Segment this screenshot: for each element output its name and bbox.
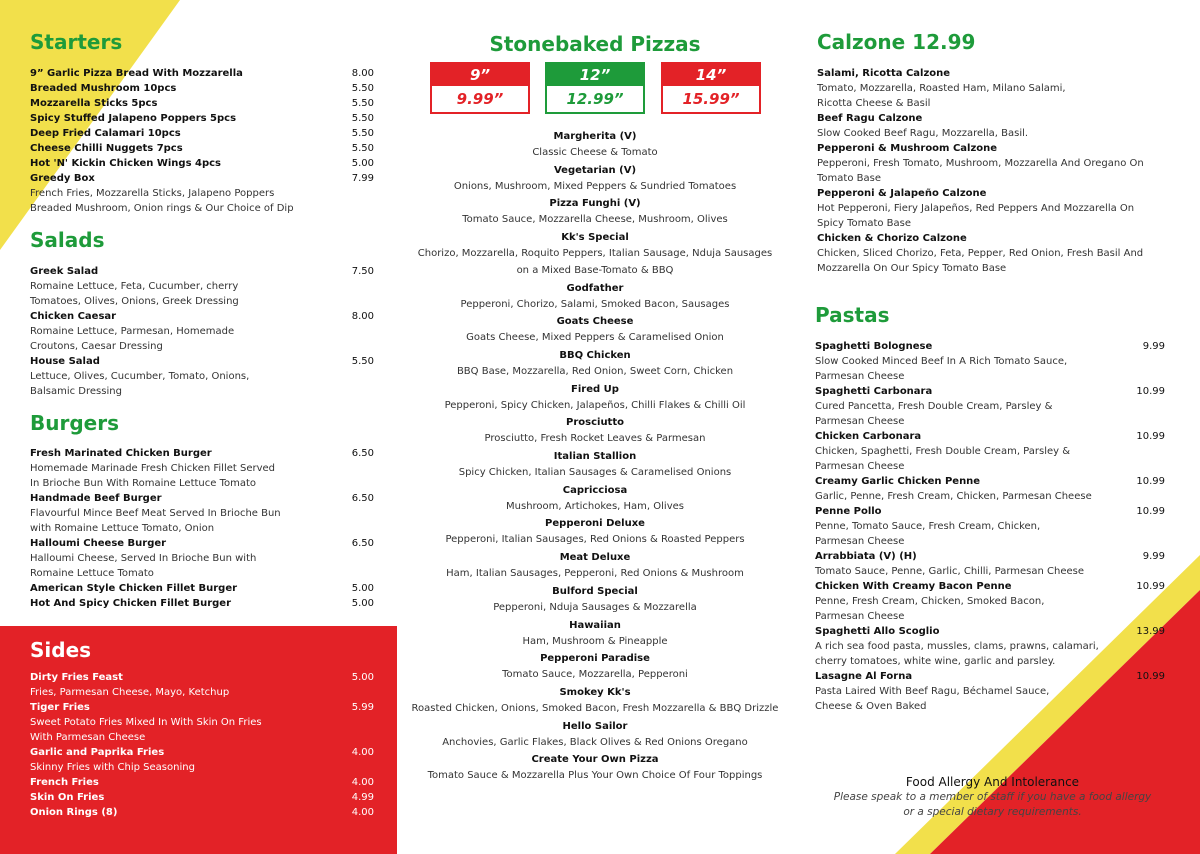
item-description: Pepperoni, Fresh Tomato, Mushroom, Mozzarella And Oregano On bbox=[817, 158, 1144, 169]
size-price-box bbox=[545, 62, 645, 114]
menu-item bbox=[30, 536, 374, 581]
item-price: 5.00 bbox=[351, 583, 374, 594]
item-price: 7.99 bbox=[351, 173, 374, 184]
size-price-box bbox=[661, 62, 761, 114]
item-name: Lasagne Al Forna bbox=[815, 671, 913, 682]
sides-list bbox=[30, 670, 374, 820]
pizza-description: Prosciutto, Fresh Rocket Leaves & Parmesan bbox=[484, 433, 706, 445]
pizza-name: Meat Deluxe bbox=[559, 552, 631, 564]
item-description: Parmesan Cheese bbox=[815, 416, 905, 427]
pizza-name: Vegetarian (V) bbox=[553, 164, 637, 176]
item-price: 5.50 bbox=[351, 143, 374, 154]
pizza-description: Anchovies, Garlic Flakes, Black Olives & Red Onions Oregano bbox=[442, 736, 748, 748]
item-price: 7.50 bbox=[351, 266, 374, 277]
pizza-description: Mushroom, Artichokes, Ham, Olives bbox=[506, 500, 684, 512]
pizza-name: Create Your Own Pizza bbox=[531, 754, 659, 766]
item-price: 10.99 bbox=[1136, 476, 1165, 487]
pizza-name: Kk's Special bbox=[561, 232, 629, 244]
menu-item bbox=[815, 579, 1165, 624]
menu-item bbox=[817, 186, 1157, 231]
size-price-box bbox=[430, 62, 530, 114]
menu-item bbox=[817, 231, 1157, 276]
item-name: Chicken Carbonara bbox=[815, 431, 922, 442]
item-description: Tomato Base bbox=[817, 173, 881, 184]
item-price: 4.00 bbox=[351, 777, 374, 788]
pizza-name: Pepperoni Paradise bbox=[540, 653, 650, 665]
item-price: 4.99 bbox=[351, 792, 374, 803]
allergy-title: Food Allergy And Intolerance bbox=[905, 775, 1080, 789]
pizza-description: Spicy Chicken, Italian Sausages & Caramelised Onions bbox=[458, 467, 732, 479]
menu-item bbox=[30, 581, 374, 596]
pizza-description: Roasted Chicken, Onions, Smoked Bacon, Fresh Mozzarella & BBQ Drizzle bbox=[411, 702, 779, 714]
menu-item bbox=[817, 66, 1157, 111]
item-description: with Romaine Lettuce Tomato, Onion bbox=[30, 523, 215, 534]
menu-item bbox=[30, 745, 374, 775]
item-description: With Parmesan Cheese bbox=[30, 732, 146, 743]
pizza-description: Classic Cheese & Tomato bbox=[532, 147, 658, 158]
item-price: 8.00 bbox=[351, 311, 374, 322]
menu-item bbox=[30, 491, 374, 536]
allergy-line-1: Please speak to a member of staff if you have a food allergy bbox=[833, 791, 1152, 803]
item-name: French Fries bbox=[30, 777, 99, 788]
pizza-description: Ham, Mushroom & Pineapple bbox=[522, 635, 668, 647]
pizza-name: BBQ Chicken bbox=[559, 349, 631, 361]
menu-item bbox=[30, 309, 374, 354]
item-name: Spaghetti Bolognese bbox=[815, 341, 933, 352]
item-name: Chicken & Chorizo Calzone bbox=[817, 233, 967, 244]
menu-item bbox=[30, 354, 374, 399]
pizza-description: Pepperoni, Italian Sausages, Red Onions & Roasted Peppers bbox=[445, 534, 745, 546]
item-description: Chicken, Sliced Chorizo, Feta, Pepper, Red Onion, Fresh Basil And bbox=[817, 248, 1144, 259]
item-description: In Brioche Bun With Romaine Lettuce Tomato bbox=[30, 478, 257, 489]
calzone-list bbox=[817, 66, 1157, 276]
pizza-description: Pepperoni, Spicy Chicken, Jalapeños, Chilli Flakes & Chilli Oil bbox=[444, 399, 746, 411]
item-description: Garlic, Penne, Fresh Cream, Chicken, Parmesan Cheese bbox=[815, 491, 1092, 502]
size-price: 12.99” bbox=[547, 86, 643, 112]
menu-item bbox=[30, 700, 374, 745]
item-description: Breaded Mushroom, Onion rings & Our Choice of Dip bbox=[30, 203, 294, 214]
item-description: Tomatoes, Olives, Onions, Greek Dressing bbox=[30, 296, 239, 307]
item-description: Balsamic Dressing bbox=[30, 386, 122, 397]
item-name: Spaghetti Allo Scoglio bbox=[815, 626, 940, 637]
menu-item bbox=[815, 549, 1165, 579]
item-description: Parmesan Cheese bbox=[815, 461, 905, 472]
pizza-name: Pepperoni Deluxe bbox=[545, 518, 645, 530]
item-description: Parmesan Cheese bbox=[815, 371, 905, 382]
menu-item bbox=[815, 474, 1165, 504]
menu-item bbox=[815, 504, 1165, 549]
item-description: Romaine Lettuce Tomato bbox=[30, 568, 154, 579]
item-description: Tomato, Mozzarella, Roasted Ham, Milano Salami, bbox=[817, 83, 1066, 94]
salads-list bbox=[30, 264, 374, 399]
pizza-name: Italian Stallion bbox=[553, 451, 637, 463]
pastas-list bbox=[815, 339, 1165, 714]
item-name: Hot 'N' Kickin Chicken Wings 4pcs bbox=[30, 158, 222, 169]
item-price: 6.50 bbox=[351, 538, 374, 549]
item-name: Pepperoni & Mushroom Calzone bbox=[817, 143, 998, 154]
menu-item bbox=[30, 790, 374, 805]
item-name: Onion Rings (8) bbox=[30, 807, 118, 818]
item-name: Skin On Fries bbox=[30, 792, 105, 803]
starters-list bbox=[30, 66, 374, 216]
allergy-line-2: or a special dietary requirements. bbox=[903, 806, 1082, 818]
size-price: 15.99” bbox=[663, 86, 759, 112]
menu-item bbox=[30, 446, 374, 491]
item-price: 5.50 bbox=[351, 83, 374, 94]
pizza-description: Pepperoni, Chorizo, Salami, Smoked Bacon, Sausages bbox=[460, 298, 730, 310]
item-price: 6.50 bbox=[351, 448, 374, 459]
item-price: 10.99 bbox=[1136, 581, 1165, 592]
menu-item bbox=[815, 339, 1165, 384]
pizza-description: BBQ Base, Mozzarella, Red Onion, Sweet Corn, Chicken bbox=[456, 365, 734, 377]
item-price: 10.99 bbox=[1136, 386, 1165, 397]
item-description: Homemade Marinade Fresh Chicken Fillet Served bbox=[30, 463, 276, 474]
item-name: 9” Garlic Pizza Bread With Mozzarella bbox=[30, 68, 243, 79]
burgers-title: Burgers bbox=[30, 411, 119, 435]
item-description: Flavourful Mince Beef Meat Served In Brioche Bun bbox=[30, 508, 281, 519]
item-name: Beef Ragu Calzone bbox=[817, 113, 923, 124]
item-price: 5.50 bbox=[351, 356, 374, 367]
pizza-description: Tomato Sauce & Mozzarella Plus Your Own Choice Of Four Toppings bbox=[427, 770, 763, 782]
item-description: cherry tomatoes, white wine, garlic and parsley. bbox=[815, 656, 1056, 667]
item-description: Parmesan Cheese bbox=[815, 611, 905, 622]
item-name: Spaghetti Carbonara bbox=[815, 386, 933, 397]
item-name: Pepperoni & Jalapeño Calzone bbox=[817, 188, 987, 199]
item-name: Deep Fried Calamari 10pcs bbox=[30, 128, 181, 139]
pizza-name: Margherita (V) bbox=[553, 131, 637, 142]
pizza-description: Tomato Sauce, Mozzarella Cheese, Mushroom, Olives bbox=[462, 214, 728, 226]
item-description: Romaine Lettuce, Feta, Cucumber, cherry bbox=[30, 281, 239, 292]
item-description: Cheese & Oven Baked bbox=[815, 701, 927, 712]
item-description: Sweet Potato Fries Mixed In With Skin On Fries bbox=[30, 717, 262, 728]
menu-item bbox=[30, 111, 374, 126]
item-price: 13.99 bbox=[1136, 626, 1165, 637]
pizza-list bbox=[405, 128, 785, 785]
menu-item bbox=[815, 429, 1165, 474]
item-description: Romaine Lettuce, Parmesan, Homemade bbox=[30, 326, 235, 337]
pastas-title: Pastas bbox=[815, 303, 890, 327]
pizza-description: Pepperoni, Nduja Sausages & Mozzarella bbox=[493, 601, 697, 613]
calzone-title: Calzone 12.99 bbox=[817, 30, 976, 54]
item-name: Fresh Marinated Chicken Burger bbox=[30, 448, 212, 459]
item-description: Pasta Laired With Beef Ragu, Béchamel Sauce, bbox=[815, 686, 1050, 697]
pizza-description: Onions, Mushroom, Mixed Peppers & Sundried Tomatoes bbox=[453, 180, 737, 192]
menu-item bbox=[30, 670, 374, 700]
item-name: Arrabbiata (V) (H) bbox=[815, 551, 917, 562]
item-name: Creamy Garlic Chicken Penne bbox=[815, 476, 981, 487]
item-description: Fries, Parmesan Cheese, Mayo, Ketchup bbox=[30, 687, 230, 698]
item-description: Lettuce, Olives, Cucumber, Tomato, Onions, bbox=[30, 371, 250, 382]
item-name: Salami, Ricotta Calzone bbox=[817, 68, 951, 79]
item-name: Handmade Beef Burger bbox=[30, 493, 162, 504]
item-price: 5.50 bbox=[351, 98, 374, 109]
item-description: Ricotta Cheese & Basil bbox=[817, 98, 931, 109]
item-name: Cheese Chilli Nuggets 7pcs bbox=[30, 143, 183, 154]
item-name: Tiger Fries bbox=[30, 702, 90, 713]
menu-item bbox=[815, 384, 1165, 429]
size-label: 14” bbox=[663, 64, 759, 86]
pizza-description: Ham, Italian Sausages, Pepperoni, Red Onions & Mushroom bbox=[446, 568, 744, 580]
pizza-name: Goats Cheese bbox=[556, 316, 634, 328]
item-price: 4.00 bbox=[351, 747, 374, 758]
item-description: Chicken, Spaghetti, Fresh Double Cream, Parsley & bbox=[815, 446, 1071, 457]
size-label: 12” bbox=[547, 64, 643, 86]
menu-item bbox=[30, 96, 374, 111]
item-name: House Salad bbox=[30, 356, 100, 367]
pizza-name: Smokey Kk's bbox=[559, 686, 631, 698]
item-price: 10.99 bbox=[1136, 671, 1165, 682]
pizza-description: Chorizo, Mozzarella, Roquito Peppers, Italian Sausage, Nduja Sausages bbox=[417, 248, 773, 260]
item-description: Tomato Sauce, Penne, Garlic, Chilli, Parmesan Cheese bbox=[815, 566, 1085, 577]
item-name: Greek Salad bbox=[30, 266, 99, 277]
menu-item bbox=[30, 156, 374, 171]
pizza-description: Goats Cheese, Mixed Peppers & Caramelised Onion bbox=[466, 332, 724, 344]
item-price: 10.99 bbox=[1136, 506, 1165, 517]
menu-item bbox=[30, 141, 374, 156]
pizza-name: Fired Up bbox=[571, 383, 619, 395]
item-name: Chicken Caesar bbox=[30, 311, 117, 322]
menu-item bbox=[30, 126, 374, 141]
item-description: Skinny Fries with Chip Seasoning bbox=[30, 762, 195, 773]
item-name: Chicken With Creamy Bacon Penne bbox=[815, 581, 1012, 592]
item-description: Hot Pepperoni, Fiery Jalapeños, Red Peppers And Mozzarella On bbox=[817, 203, 1135, 214]
menu-item bbox=[30, 264, 374, 309]
menu-item bbox=[30, 81, 374, 96]
item-name: Breaded Mushroom 10pcs bbox=[30, 83, 177, 94]
item-price: 5.00 bbox=[351, 598, 374, 609]
item-price: 5.00 bbox=[351, 672, 374, 683]
item-description: Spicy Tomato Base bbox=[817, 218, 912, 229]
item-price: 4.00 bbox=[351, 807, 374, 818]
item-price: 6.50 bbox=[351, 493, 374, 504]
allergy-notice bbox=[815, 774, 1170, 820]
item-price: 8.00 bbox=[351, 68, 374, 79]
pizza-name: Godfather bbox=[566, 282, 624, 294]
item-name: Penne Pollo bbox=[815, 506, 882, 517]
pizza-name: Capricciosa bbox=[562, 484, 628, 496]
item-name: Mozzarella Sticks 5pcs bbox=[30, 98, 158, 109]
pizza-name: Bulford Special bbox=[552, 585, 638, 597]
item-description: Mozzarella On Our Spicy Tomato Base bbox=[817, 263, 1007, 274]
item-description: French Fries, Mozzarella Sticks, Jalapeno Poppers bbox=[30, 188, 275, 199]
item-price: 10.99 bbox=[1136, 431, 1165, 442]
size-price: 9.99” bbox=[432, 86, 528, 112]
pizza-name: Pizza Funghi (V) bbox=[549, 198, 641, 210]
size-label: 9” bbox=[432, 64, 528, 86]
item-description: Penne, Fresh Cream, Chicken, Smoked Bacon, bbox=[815, 596, 1045, 607]
item-description: Cured Pancetta, Fresh Double Cream, Parsley & bbox=[815, 401, 1053, 412]
menu-item bbox=[30, 805, 374, 820]
item-name: Halloumi Cheese Burger bbox=[30, 538, 167, 549]
item-name: Hot And Spicy Chicken Fillet Burger bbox=[30, 598, 231, 609]
item-name: Spicy Stuffed Jalapeno Poppers 5pcs bbox=[30, 113, 237, 124]
menu-item bbox=[817, 111, 1157, 141]
item-price: 9.99 bbox=[1142, 551, 1165, 562]
pizza-description: on a Mixed Base-Tomato & BBQ bbox=[516, 264, 674, 276]
item-description: Penne, Tomato Sauce, Fresh Cream, Chicken, bbox=[815, 521, 1041, 532]
item-description: A rich sea food pasta, mussles, clams, prawns, calamari, bbox=[815, 641, 1099, 652]
pizza-name: Hello Sailor bbox=[562, 720, 628, 732]
pizza-description: Tomato Sauce, Mozzarella, Pepperoni bbox=[502, 669, 688, 681]
starters-title: Starters bbox=[30, 30, 123, 54]
menu-item bbox=[815, 669, 1165, 714]
item-description: Slow Cooked Beef Ragu, Mozzarella, Basil. bbox=[817, 128, 1029, 139]
item-description: Parmesan Cheese bbox=[815, 536, 905, 547]
pizzas-title: Stonebaked Pizzas bbox=[489, 32, 701, 56]
item-name: Dirty Fries Feast bbox=[30, 672, 123, 683]
menu-item bbox=[815, 624, 1165, 669]
pizza-name: Hawaiian bbox=[569, 619, 621, 631]
menu-item bbox=[30, 775, 374, 790]
item-price: 9.99 bbox=[1142, 341, 1165, 352]
item-description: Slow Cooked Minced Beef In A Rich Tomato Sauce, bbox=[815, 356, 1068, 367]
item-description: Croutons, Caesar Dressing bbox=[30, 341, 163, 352]
sides-title: Sides bbox=[30, 638, 92, 662]
item-price: 5.00 bbox=[351, 158, 374, 169]
item-description: Halloumi Cheese, Served In Brioche Bun with bbox=[30, 553, 257, 564]
item-price: 5.99 bbox=[351, 702, 374, 713]
item-price: 5.50 bbox=[351, 128, 374, 139]
menu-item bbox=[30, 171, 374, 216]
menu-item bbox=[30, 66, 374, 81]
menu-item bbox=[30, 596, 374, 611]
item-price: 5.50 bbox=[351, 113, 374, 124]
item-name: Greedy Box bbox=[30, 173, 95, 184]
burgers-list bbox=[30, 446, 374, 611]
item-name: American Style Chicken Fillet Burger bbox=[30, 583, 238, 594]
menu-item bbox=[817, 141, 1157, 186]
sides-panel bbox=[0, 626, 397, 854]
item-name: Garlic and Paprika Fries bbox=[30, 747, 165, 758]
pizza-name: Prosciutto bbox=[566, 417, 624, 429]
salads-title: Salads bbox=[30, 228, 105, 252]
